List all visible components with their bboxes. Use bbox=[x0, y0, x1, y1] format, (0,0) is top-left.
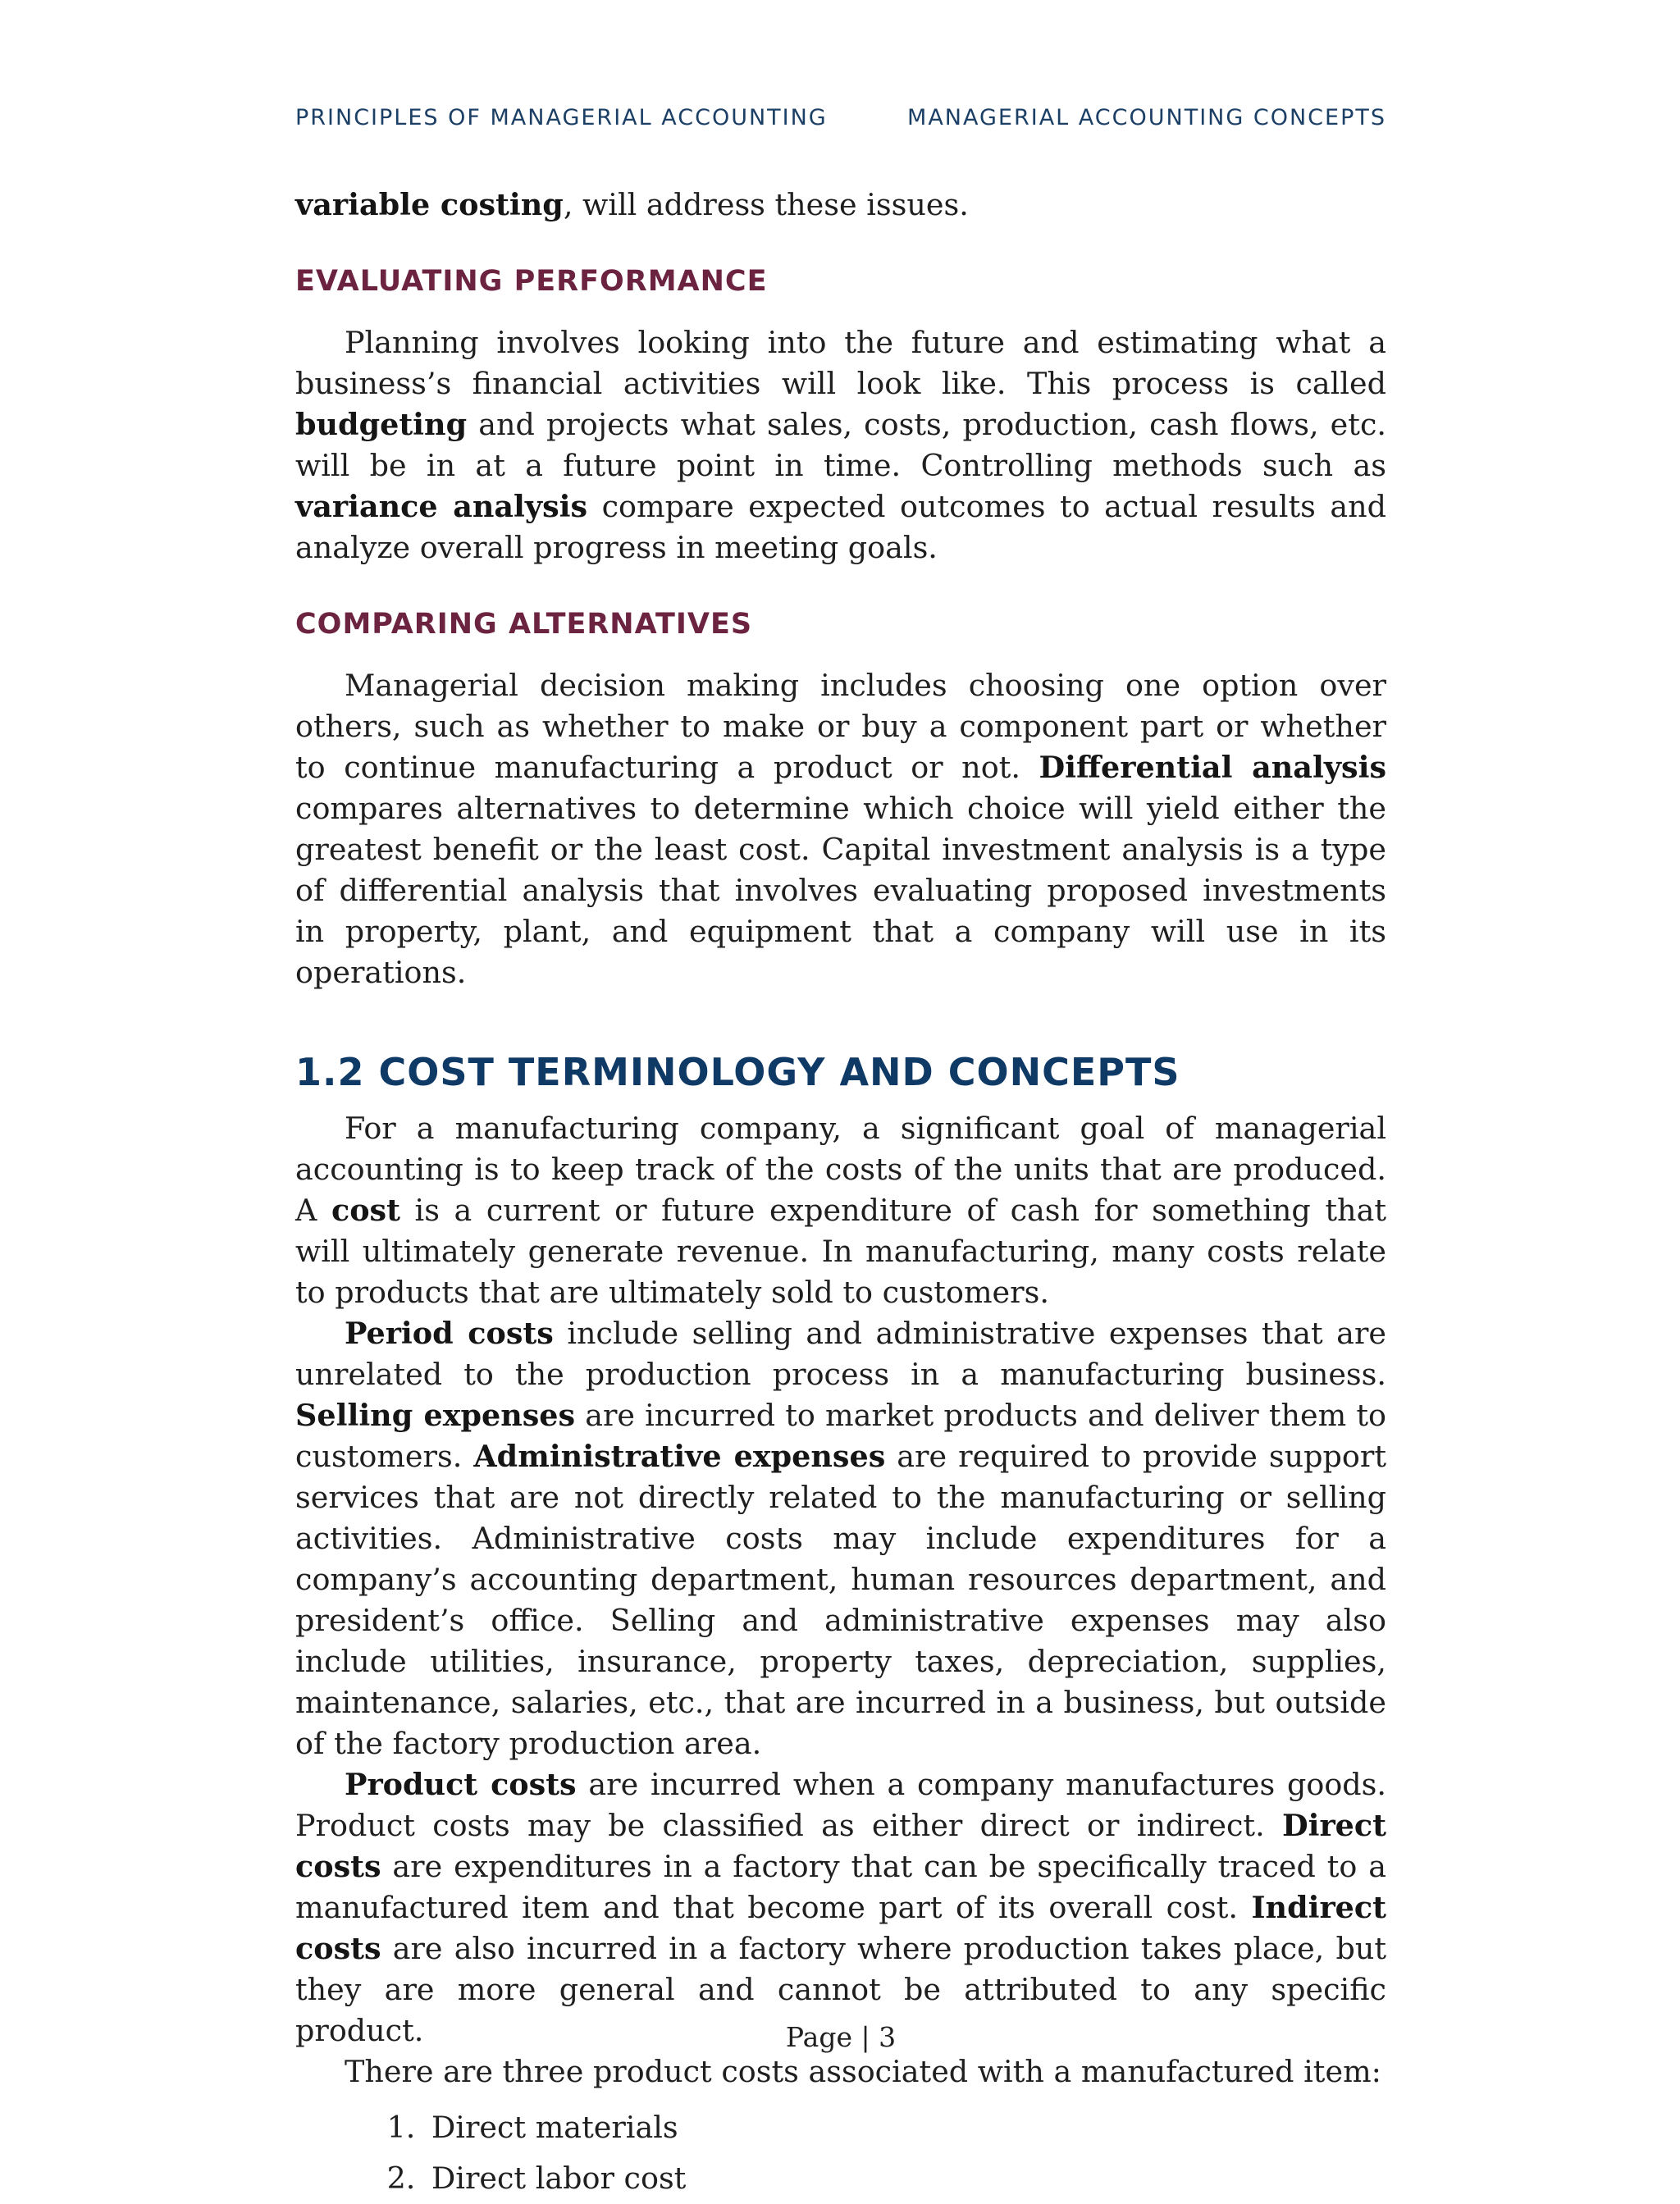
term-period-costs: Period costs bbox=[345, 1316, 554, 1351]
term-variable-costing: variable costing bbox=[295, 187, 564, 222]
document-page bbox=[295, 0, 1387, 2196]
term-direct-costs: Direct costs bbox=[295, 1808, 1386, 1884]
paragraph-comparing bbox=[295, 665, 1386, 993]
heading-evaluating-performance: EVALUATING PERFORMANCE bbox=[295, 265, 768, 298]
term-indirect-costs: Indirect costs bbox=[295, 1890, 1386, 1966]
text-run: is a current or future expenditure of cash for something that will ultimately generate revenue. In manufacturing, many costs relate to products that are ultimately sold to customers. bbox=[295, 1193, 1386, 1310]
term-budgeting: budgeting bbox=[295, 407, 468, 442]
text-run: compare expected outcomes to actual results and analyze overall progress in meeting goals. bbox=[295, 489, 1386, 565]
product-cost-list bbox=[295, 2102, 1386, 2204]
text-run: are incurred when a company manufactures goods. Product costs may be classified as either direct or indirect. bbox=[295, 1767, 1386, 1843]
text-run: are also incurred in a factory where production takes place, but they are more general and cannot be attributed to any specific product. bbox=[295, 1931, 1386, 2048]
running-header bbox=[295, 105, 1386, 130]
page-number: Page | 3 bbox=[785, 2021, 897, 2053]
text-run: and projects what sales, costs, production, cash flows, etc. will be in at a future point in time. Controlling methods such as bbox=[295, 407, 1386, 483]
intro-text: , will address these issues. bbox=[563, 187, 969, 222]
text-run: include selling and administrative expenses that are unrelated to the production process in a manufacturing business. bbox=[295, 1316, 1386, 1392]
text-run: Managerial decision making includes choosing one option over others, such as whether to make or buy a component part or whether to continue manufacturing a product or not. bbox=[295, 668, 1386, 785]
paragraph-period-costs bbox=[295, 1313, 1386, 1764]
term-cost: cost bbox=[331, 1193, 400, 1228]
list-item: 2. Direct labor cost bbox=[425, 2153, 1386, 2204]
paragraph-product-costs bbox=[295, 1764, 1386, 2051]
text-run: compares alternatives to determine which choice will yield either the greatest benefit or the least cost. Capital investment analysis is a type of differential analysis that involves evaluating proposed investments in property, plant, and equipment that a company will use in its operations. bbox=[295, 791, 1386, 990]
header-book-title: PRINCIPLES OF MANAGERIAL ACCOUNTING bbox=[295, 105, 828, 130]
term-product-costs: Product costs bbox=[345, 1767, 577, 1802]
text-run: are incurred to market products and deliver them to customers. bbox=[295, 1398, 1387, 1474]
list-item: 1. Direct materials bbox=[425, 2102, 1386, 2153]
heading-comparing-alternatives: COMPARING ALTERNATIVES bbox=[295, 608, 753, 641]
term-selling-expenses: Selling expenses bbox=[295, 1398, 576, 1433]
text-run: are required to provide support services that are not directly related to the manufacturing or selling activities. Administrative costs may include expenditures for a company’s accounting department, human resources department, and president’s office. Selling and administrative expenses may also include utilities, insurance, property taxes, depreciation, supplies, maintenance, salaries, etc., that are incurred in a business, but outside of the factory production area. bbox=[295, 1439, 1386, 1761]
text-run: Planning involves looking into the future and estimating what a business’s financial activities will look like. This process is called bbox=[295, 325, 1386, 401]
term-administrative-expenses: Administrative expenses bbox=[473, 1439, 886, 1474]
page-content bbox=[295, 185, 1386, 2204]
heading-cost-terminology: 1.2 COST TERMINOLOGY AND CONCEPTS bbox=[295, 1050, 1180, 1094]
term-variance-analysis: variance analysis bbox=[295, 489, 588, 524]
text-run: are expenditures in a factory that can be specifically traced to a manufactured item and that become part of its overall cost. bbox=[295, 1849, 1386, 1925]
paragraph-cost-definition bbox=[295, 1108, 1386, 1313]
header-chapter-title: MANAGERIAL ACCOUNTING CONCEPTS bbox=[907, 105, 1386, 130]
text-run: For a manufacturing company, a significant goal of managerial accounting is to keep track of the costs of the units that are produced. A bbox=[295, 1111, 1386, 1228]
intro-paragraph bbox=[295, 185, 1386, 226]
term-differential-analysis: Differential analysis bbox=[1039, 750, 1387, 785]
paragraph-three-product-costs: There are three product costs associated with a manufactured item: bbox=[345, 2054, 1381, 2089]
paragraph-evaluating bbox=[295, 322, 1386, 568]
